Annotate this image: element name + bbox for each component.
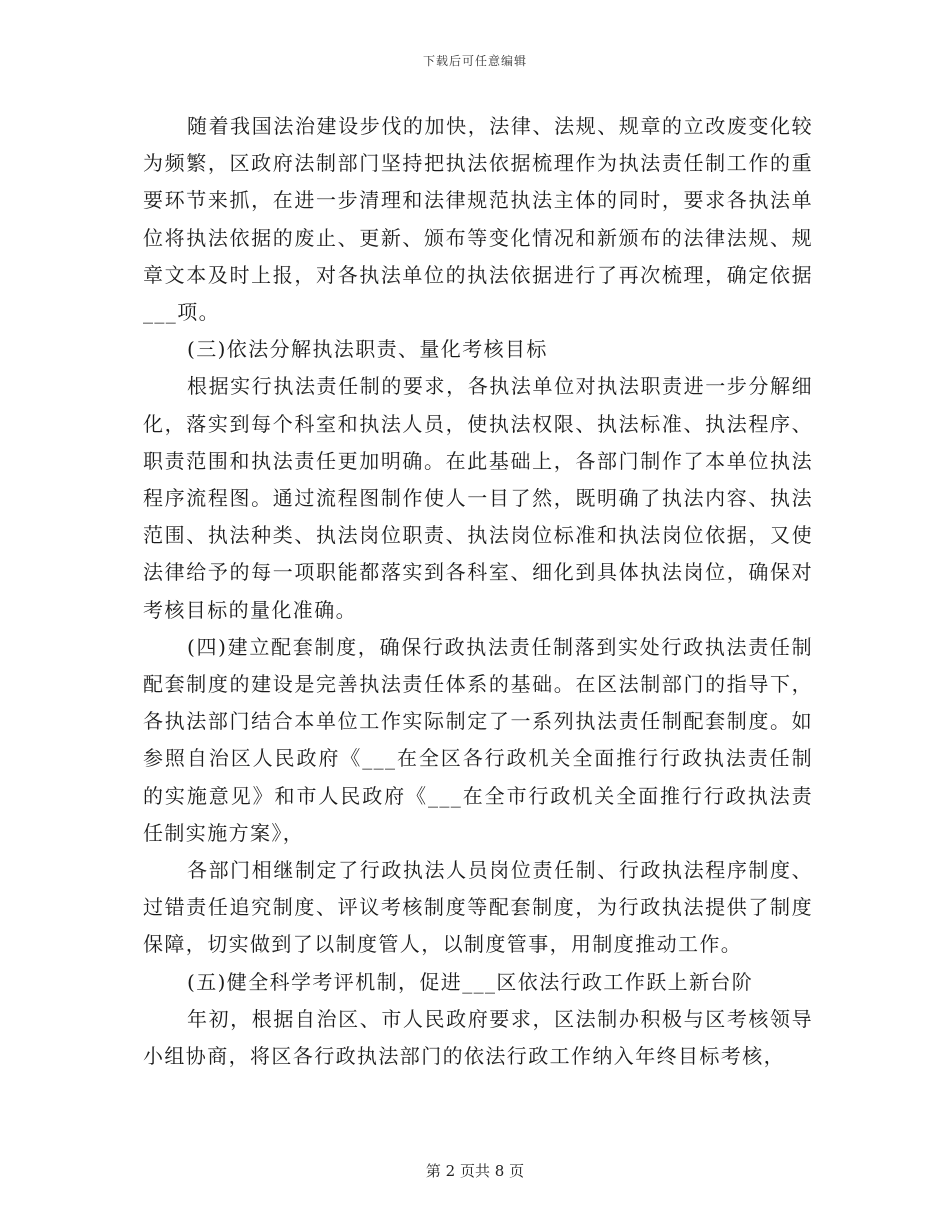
page-header: 下载后可任意编辑 <box>422 54 527 68</box>
paragraph: 年初，根据自治区、市人民政府要求，区法制办积极与区考核领导小组协商，将区各行政执法部门的依法行政工作纳入年终目标考核， <box>143 1006 813 1069</box>
paragraph: 各部门相继制定了行政执法人员岗位责任制、行政执法程序制度、过错责任追究制度、评议考核制度等配套制度，为行政执法提供了制度保障，切实做到了以制度管人，以制度管事，用制度推动工作。 <box>143 858 813 957</box>
paragraph: (四)建立配套制度，确保行政执法责任制落到实处行政执法责任制配套制度的建设是完善执法责任体系的基础。在区法制部门的指导下，各执法部门结合本单位工作实际制定了一系列执法责任制配套制度。如参照自治区人民政府《___在全区各行政机关全面推行行政执法责任制的实施意见》和市人民政府《___在全市行政机关全面推行行政执法责任制实施方案》， <box>143 634 813 845</box>
section-heading: (五)健全科学考评机制，促进___区依法行政工作跃上新台阶 <box>187 969 754 994</box>
section-heading: (三)依法分解执法职责、量化考核目标 <box>187 337 548 362</box>
paragraph: 根据实行执法责任制的要求，各执法单位对执法职责进一步分解细化，落实到每个科室和执法人员，使执法权限、执法标准、执法程序、职责范围和执法责任更加明确。在此基础上，各部门制作了本单位执法程序流程图。通过流程图制作使人一目了然，既明确了执法内容、执法范围、执法种类、执法岗位职责、执法岗位标准和执法岗位依据，又使法律给予的每一项职能都落实到各科室、细化到具体执法岗位，确保对考核目标的量化准确。 <box>143 374 813 622</box>
page-number: 第 2 页共 8 页 <box>425 1162 525 1180</box>
paragraph: 随着我国法治建设步伐的加快，法律、法规、规章的立改废变化较为频繁，区政府法制部门坚持把执法依据梳理作为执法责任制工作的重要环节来抓，在进一步清理和法律规范执法主体的同时，要求各执法单位将执法依据的废止、更新、颁布等变化情况和新颁布的法律法规、规章文本及时上报，对各执法单位的执法依据进行了再次梳理，确定依据___项。 <box>143 114 813 325</box>
document-body <box>143 108 813 1075</box>
